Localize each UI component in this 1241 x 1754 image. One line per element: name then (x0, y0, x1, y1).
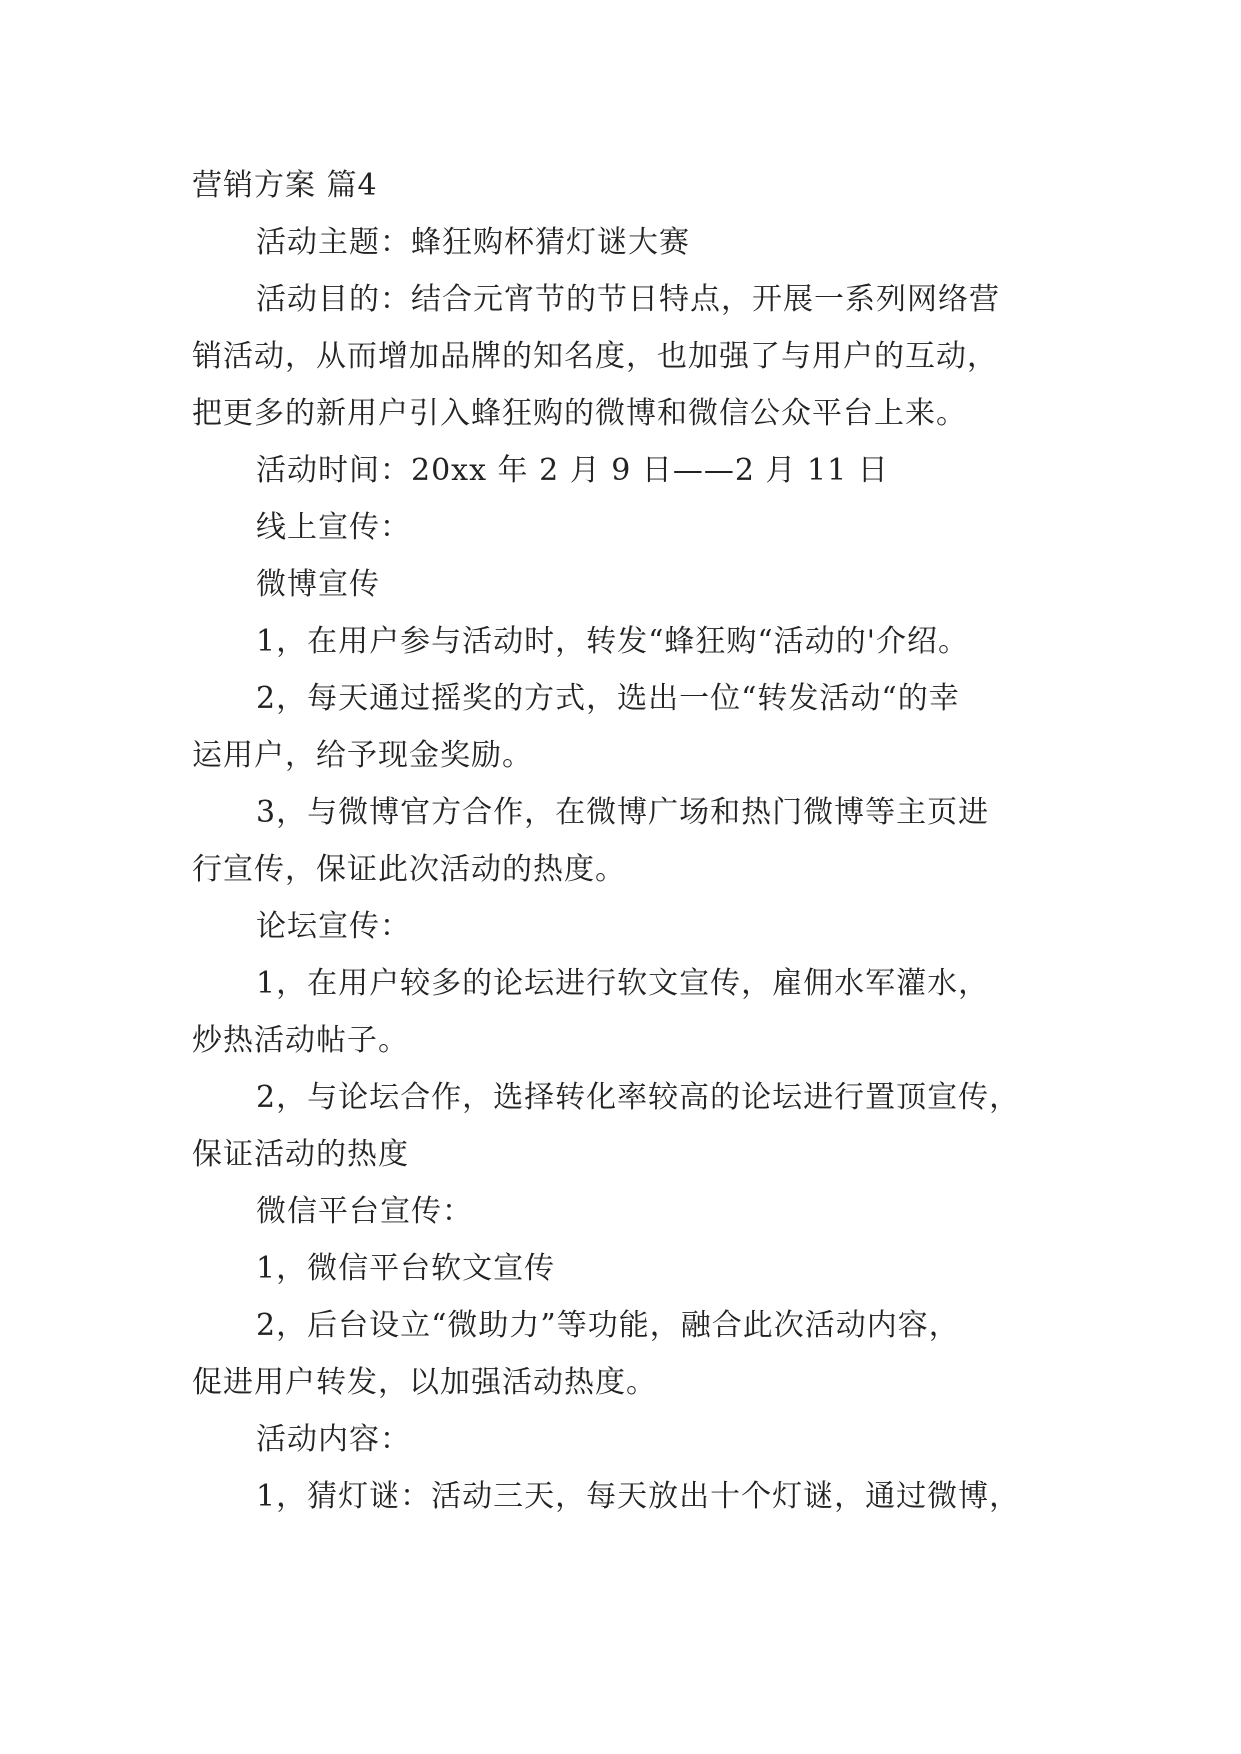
document-title: 营销方案 篇4 (192, 168, 378, 203)
text-line-weibo-item-2-cont: 运用户，给予现金奖励。 (192, 738, 533, 773)
text-line-forum-item-1-cont: 炒热活动帖子。 (192, 1023, 409, 1058)
text-line-wechat-heading: 微信平台宣传： (256, 1194, 473, 1229)
text-line-weibo-item-3-cont: 行宣传，保证此次活动的热度。 (192, 852, 626, 887)
text-line-forum-heading: 论坛宣传： (256, 909, 411, 944)
text-line-forum-item-2-cont: 保证活动的热度 (192, 1137, 409, 1172)
text-line-content-item-1: 1，猜灯谜：活动三天，每天放出十个灯谜，通过微博， (256, 1479, 1021, 1514)
text-line-wechat-item-2-cont: 促进用户转发，以加强活动热度。 (192, 1365, 657, 1400)
text-line-weibo-item-2: 2，每天通过摇奖的方式，选出一位“转发活动“的幸 (256, 681, 960, 716)
text-line-activity-content-heading: 活动内容： (256, 1422, 411, 1457)
text-line-weibo-heading: 微博宣传 (256, 567, 380, 602)
text-line-forum-item-1: 1，在用户较多的论坛进行软文宣传，雇佣水军灌水， (256, 966, 990, 1001)
text-line-forum-item-2: 2，与论坛合作，选择转化率较高的论坛进行置顶宣传， (256, 1080, 1021, 1115)
text-line-activity-theme: 活动主题：蜂狂购杯猜灯谜大赛 (256, 225, 690, 260)
text-line-online-promotion: 线上宣传： (256, 510, 411, 545)
text-line-purpose-cont-1: 销活动，从而增加品牌的知名度，也加强了与用户的互动， (192, 339, 998, 374)
text-line-purpose-cont-2: 把更多的新用户引入蜂狂购的微博和微信公众平台上来。 (192, 396, 967, 431)
text-line-weibo-item-1: 1，在用户参与活动时，转发“蜂狂购“活动的'介绍。 (256, 624, 970, 659)
text-line-activity-purpose: 活动目的：结合元宵节的节日特点，开展一系列网络营 (256, 282, 1000, 317)
text-line-wechat-item-2: 2，后台设立“微助力”等功能，融合此次活动内容， (256, 1308, 960, 1343)
text-line-wechat-item-1: 1，微信平台软文宣传 (256, 1251, 556, 1286)
text-line-weibo-item-3: 3，与微博官方合作，在微博广场和热门微博等主页进 (256, 795, 990, 830)
text-line-activity-time: 活动时间：20xx 年 2 月 9 日——2 月 11 日 (256, 453, 889, 488)
